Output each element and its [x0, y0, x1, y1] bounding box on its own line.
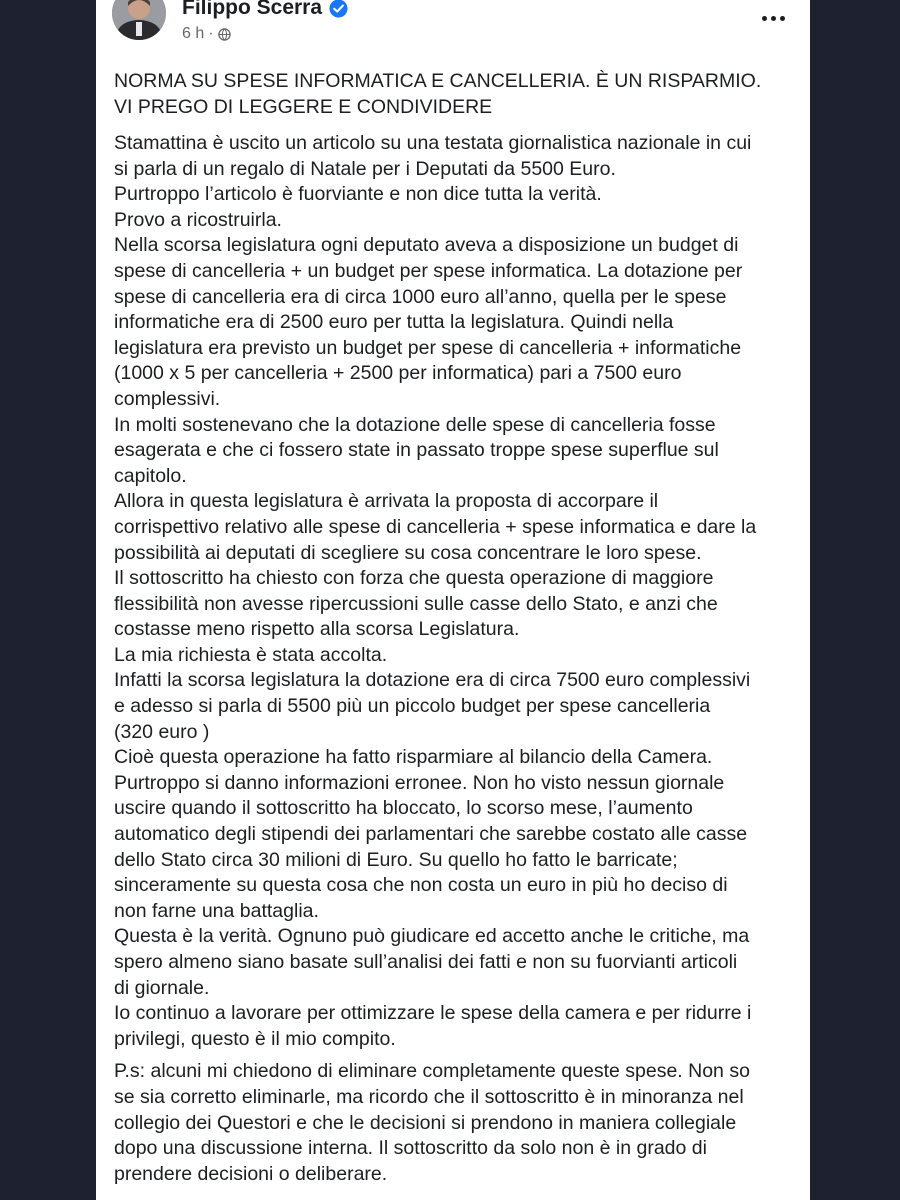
text-line: costasse meno rispetto alla scorsa Legislatura.: [114, 618, 520, 641]
text-line: Provo a ricostruirla.: [114, 208, 282, 231]
text-line: Questa è la verità. Ognuno può giudicare ed accetto anche le critiche, ma: [114, 925, 750, 948]
ps-line: dopo una discussione interna. Il sottoscritto da solo non è in grado di: [114, 1137, 707, 1160]
text-line: e adesso si parla di 5500 più un piccolo budget per spese cancelleria: [114, 695, 711, 718]
author-avatar[interactable]: [112, 0, 166, 40]
text-line: Purtroppo l’articolo è fuorviante e non dice tutta la verità.: [114, 183, 602, 206]
text-line: possibilità ai deputati di scegliere su cosa concentrare le loro spese.: [114, 541, 702, 564]
text-line: corrispettivo relativo alle spese di cancelleria + spese informatica e dare la: [114, 515, 757, 538]
title-line: NORMA SU SPESE INFORMATICA E CANCELLERIA. È UN RISPARMIO.: [114, 70, 762, 92]
text-line: spese di cancelleria era di circa 1000 euro all’anno, quella per le spese: [114, 285, 727, 308]
text-line: complessivi.: [114, 387, 221, 410]
title-line: VI PREGO DI LEGGERE E CONDIVIDERE: [114, 96, 493, 118]
text-line: legislatura era previsto un budget per spese di cancelleria + informatiche: [114, 336, 742, 359]
meta-separator: ·: [208, 25, 214, 42]
text-line: Purtroppo si danno informazioni erronee. Non ho visto nessun giornale: [114, 771, 725, 794]
author-name[interactable]: Filippo Scerra: [182, 0, 323, 19]
text-line: (1000 x 5 per cancelleria + 2500 per informatica) pari a 7500 euro: [114, 362, 682, 385]
ps-line: P.s: alcuni mi chiedono di eliminare completamente queste spese. Non so: [114, 1060, 750, 1083]
post-header: [96, 0, 810, 64]
post-text: [114, 131, 804, 1052]
ps-line: se sia corretto eliminarle, ma ricordo che il sottoscritto è in minoranza nel: [114, 1085, 744, 1108]
post-meta: [182, 25, 231, 43]
text-line: Nella scorsa legislatura ogni deputato aveva a disposizione un budget di: [114, 234, 739, 257]
facebook-post: [96, 0, 810, 1200]
text-line: si parla di un regalo di Natale per i Deputati da 5500 Euro.: [114, 157, 616, 180]
post-body: [114, 68, 804, 1187]
text-line: spese di cancelleria + un budget per spese informatica. La dotazione per: [114, 259, 743, 282]
text-line: La mia richiesta è stata accolta.: [114, 643, 388, 666]
verified-badge-icon: [329, 0, 348, 18]
text-line: dello Stato circa 30 milioni di Euro. Su quello ho fatto le barricate;: [114, 848, 678, 871]
ps-line: collegio dei Questori e che le decisioni si prendono in maniera collegiale: [114, 1111, 737, 1134]
text-line: informatiche era di 2500 euro per tutta la legislatura. Quindi nella: [114, 311, 674, 334]
text-line: sinceramente su questa cosa che non costa un euro in più ho deciso di: [114, 874, 728, 897]
text-line: esagerata e che ci fossero state in passato troppe spese superflue sul: [114, 439, 719, 462]
avatar-photo: [112, 0, 166, 40]
text-line: automatico degli stipendi dei parlamentari che sarebbe costato alle casse: [114, 823, 748, 846]
text-line: Io continuo a lavorare per ottimizzare le spese della camera e per ridurre i: [114, 1002, 752, 1025]
text-line: flessibilità non avesse ripercussioni sulle casse dello Stato, e anzi che: [114, 592, 718, 615]
text-line: capitolo.: [114, 464, 187, 487]
globe-icon: [218, 28, 231, 41]
text-line: di giornale.: [114, 976, 210, 999]
post-title: [114, 68, 804, 120]
post-timestamp[interactable]: 6 h: [182, 25, 205, 42]
text-line: (320 euro ): [114, 720, 210, 743]
text-line: Infatti la scorsa legislatura la dotazione era di circa 7500 euro complessivi: [114, 669, 751, 692]
ps-line: prendere decisioni o deliberare.: [114, 1162, 388, 1185]
text-line: Cioè questa operazione ha fatto risparmiare al bilancio della Camera.: [114, 746, 713, 769]
text-line: non farne una battaglia.: [114, 899, 319, 922]
text-line: In molti sostenevano che la dotazione delle spese di cancelleria fosse: [114, 413, 716, 436]
text-line: spero almeno siano basate sull’analisi dei fatti e non su fuorvianti articoli: [114, 951, 738, 973]
text-line: Allora in questa legislatura è arrivata la proposta di accorpare il: [114, 490, 659, 513]
author-name-row: [182, 0, 348, 20]
text-line: Stamattina è uscito un articolo su una testata giornalistica nazionale in cui: [114, 132, 752, 154]
text-line: Il sottoscritto ha chiesto con forza che questa operazione di maggiore: [114, 567, 714, 590]
post-ps: [114, 1059, 804, 1187]
text-line: uscire quando il sottoscritto ha bloccato, lo scorso mese, l’aumento: [114, 797, 693, 820]
more-options-icon[interactable]: [756, 8, 790, 28]
text-line: privilegi, questo è il mio compito.: [114, 1027, 396, 1050]
